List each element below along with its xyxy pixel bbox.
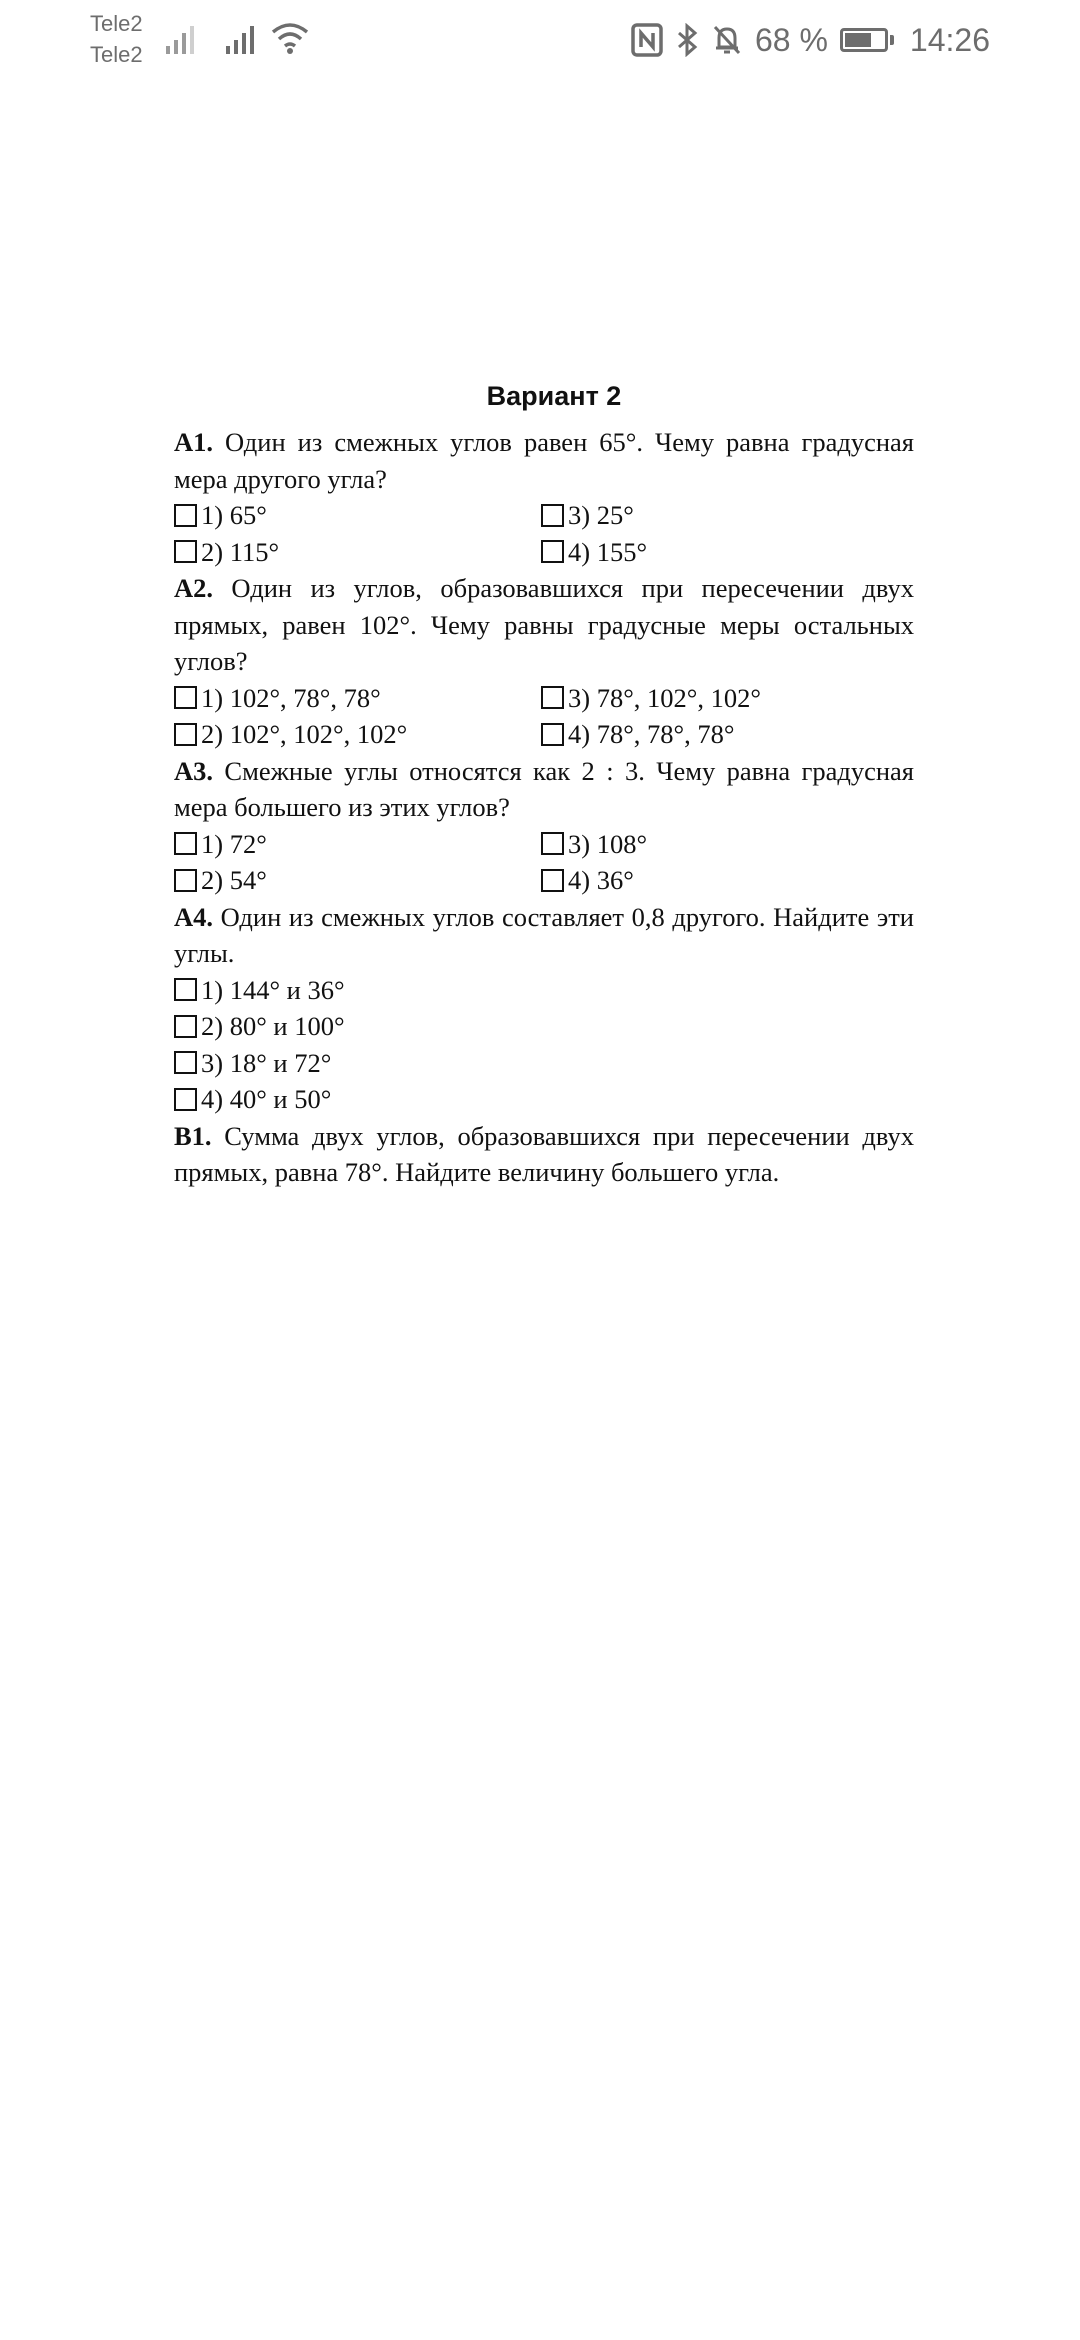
answer-options [174,680,914,753]
checkbox-icon[interactable] [174,686,197,709]
checkbox-icon[interactable] [541,832,564,855]
checkbox-icon[interactable] [174,540,197,563]
answer-option[interactable] [174,972,914,1009]
bell-off-icon [711,23,743,57]
answer-option[interactable] [174,826,541,863]
battery-icon [840,28,894,52]
status-bar [0,0,1080,80]
answer-option[interactable] [174,534,541,571]
question-body: Один из смежных углов равен 65°. Чему равна градусная мера другого угла? [174,427,914,494]
carrier-labels [90,8,143,70]
answer-options [174,826,914,899]
checkbox-icon[interactable] [174,832,197,855]
carrier-1: Tele2 [90,11,143,36]
answer-option[interactable] [174,1045,914,1082]
checkbox-icon[interactable] [541,723,564,746]
option-label: 1) 102°, 78°, 78° [201,682,381,713]
question-text [174,753,914,826]
option-label: 4) 78°, 78°, 78° [568,719,735,749]
signal-icon [224,22,258,56]
option-label: 1) 72° [201,828,267,859]
checkbox-icon[interactable] [541,869,564,892]
question-body: Один из углов, образовавшихся при пересечении двух прямых, равен 102°. Чему равны градусные меры остальных углов? [174,573,914,676]
status-icons [631,16,990,64]
answer-option[interactable] [541,826,914,863]
question-number: A4. [174,901,214,932]
question-body: Смежные углы относятся как 2 : 3. Чему равна градусная мера большего из этих углов? [174,755,914,822]
answer-option[interactable] [541,862,914,899]
question-a4 [174,899,914,1118]
option-label: 2) 80° и 100° [201,1011,345,1041]
nfc-icon [631,23,663,57]
bluetooth-icon [675,23,699,57]
checkbox-icon[interactable] [541,504,564,527]
option-label: 2) 54° [201,865,267,895]
checkbox-icon[interactable] [174,504,197,527]
option-label: 1) 65° [201,500,267,530]
question-number: B1. [174,1120,212,1151]
answer-option[interactable] [541,680,914,717]
option-label: 4) 40° и 50° [201,1084,332,1114]
question-text [174,1118,914,1191]
answer-option[interactable] [174,716,541,753]
question-a1 [174,424,914,570]
answer-option[interactable] [541,497,914,534]
checkbox-icon[interactable] [174,869,197,892]
option-label: 4) 155° [568,536,648,567]
answer-option[interactable] [174,497,541,534]
option-label: 3) 18° и 72° [201,1047,332,1078]
checkbox-icon[interactable] [174,1051,197,1074]
question-number: A3. [174,755,214,786]
option-label: 3) 78°, 102°, 102° [568,682,761,713]
signal-icon [164,22,198,56]
clock: 14:26 [909,21,990,58]
worksheet-title: Вариант 2 [486,381,622,411]
option-label: 2) 115° [201,536,280,567]
answer-options [174,972,914,1118]
option-label: 4) 36° [568,865,634,895]
question-body: Один из смежных углов составляет 0,8 другого. Найдите эти углы. [174,901,914,968]
answer-option[interactable] [541,716,914,753]
checkbox-icon[interactable] [541,686,564,709]
question-body: Сумма двух углов, образовавшихся при пересечении двух прямых, равна 78°. Найдите величину большего угла. [174,1120,914,1187]
checkbox-icon[interactable] [174,1088,197,1111]
question-number: A2. [174,573,214,603]
option-label: 3) 108° [568,828,648,859]
checkbox-icon[interactable] [541,540,564,563]
question-number: A1. [174,427,214,457]
question-a3 [174,753,914,899]
battery-percent: 68 % [754,21,828,58]
worksheet [174,372,914,1191]
answer-option[interactable] [174,1008,914,1045]
option-label: 1) 144° и 36° [201,974,345,1005]
answer-option[interactable] [174,680,541,717]
option-label: 2) 102°, 102°, 102° [201,719,408,749]
question-text [174,570,914,680]
checkbox-icon[interactable] [174,723,197,746]
checkbox-icon[interactable] [174,978,197,1001]
option-label: 3) 25° [568,500,634,530]
checkbox-icon[interactable] [174,1015,197,1038]
question-b1 [174,1118,914,1191]
answer-option[interactable] [174,1081,914,1118]
battery-level-fill [845,33,871,47]
answer-option[interactable] [541,534,914,571]
answer-option[interactable] [174,862,541,899]
question-text [174,424,914,497]
wifi-icon [270,20,310,56]
answer-options [174,497,914,570]
carrier-2: Tele2 [90,42,143,67]
question-text [174,899,914,972]
question-a2 [174,570,914,753]
